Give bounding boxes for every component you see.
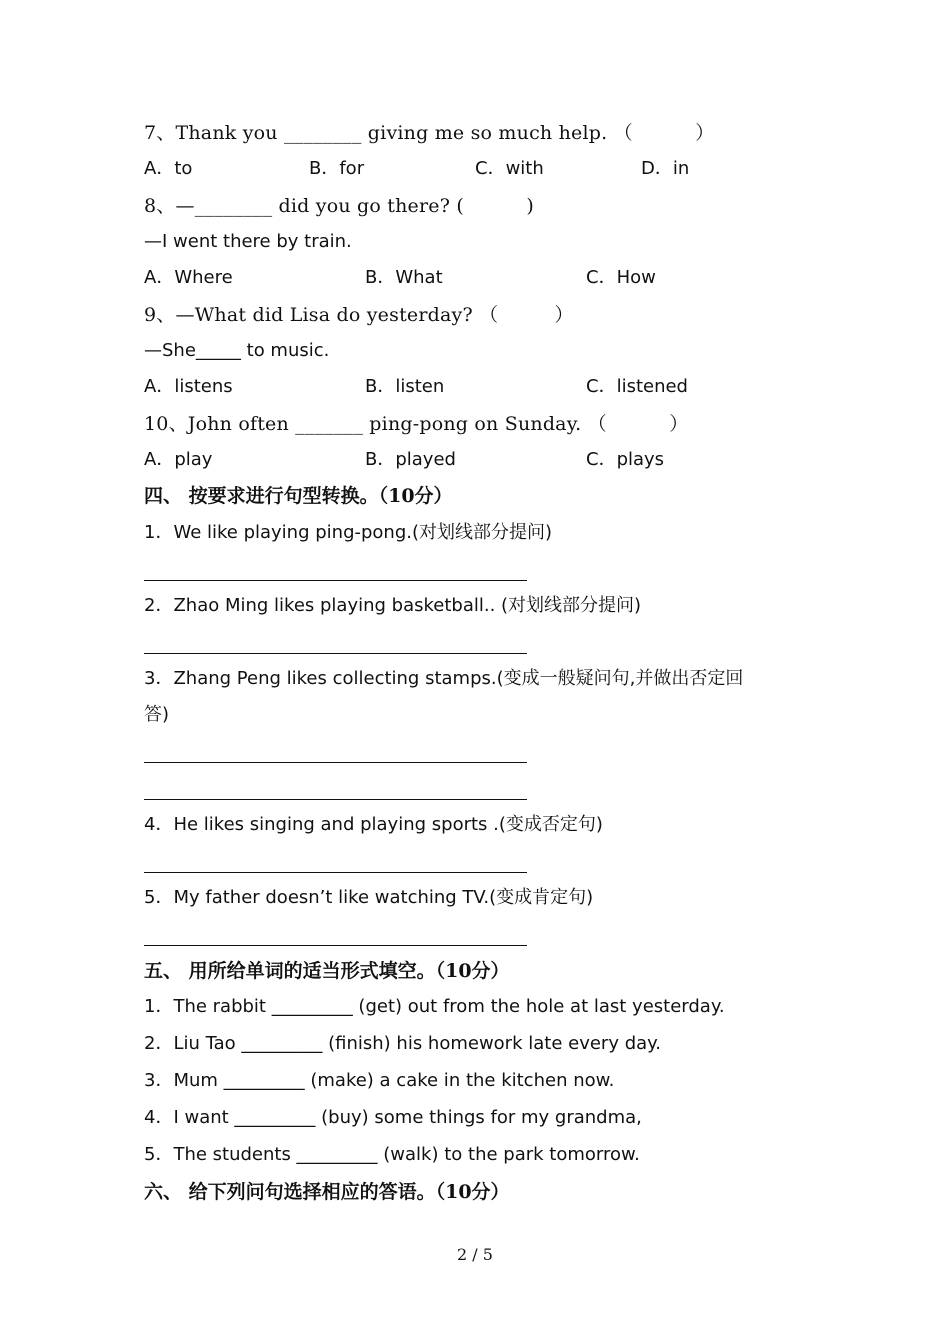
s5-item-4: 4．I want _________ (buy) some things for my grandma,	[144, 1107, 642, 1128]
s4-item-5: 5．My father doesn’t like watching TV.(变成肯定句)	[144, 887, 594, 908]
q9-option-c: C．listened	[586, 376, 688, 397]
q8-option-a: A．Where	[144, 267, 233, 288]
answer-line	[144, 799, 527, 800]
s5-item-3: 3．Mum _________ (make) a cake in the kitchen now.	[144, 1070, 615, 1091]
s4-item-4: 4．He likes singing and playing sports .(变成否定句)	[144, 814, 603, 835]
s4-item-3: 3．Zhang Peng likes collecting stamps.(变成一般疑问句,并做出否定回	[144, 668, 744, 689]
q9-answer-line: —She_____ to music.	[144, 340, 330, 361]
q9-option-b: B．listen	[365, 376, 445, 397]
question-8: 8、—________ did you go there? ( )	[144, 195, 534, 217]
q9-option-a: A．listens	[144, 376, 233, 397]
question-10: 10、John often _______ ping-pong on Sunday. （ ）	[144, 413, 689, 435]
answer-line	[144, 945, 527, 946]
question-7: 7、Thank you ________ giving me so much help. （ ）	[144, 122, 715, 144]
s4-item-1: 1．We like playing ping-pong.(对划线部分提问)	[144, 522, 553, 543]
s4-item-2: 2．Zhao Ming likes playing basketball.. (对划线部分提问)	[144, 595, 642, 616]
s5-item-1: 1．The rabbit _________ (get) out from the hole at last yesterday.	[144, 996, 725, 1017]
answer-line	[144, 762, 527, 763]
answer-line	[144, 872, 527, 873]
q7-option-d: D．in	[641, 158, 690, 179]
q8-option-b: B．What	[365, 267, 443, 288]
answer-line	[144, 653, 527, 654]
q7-option-b: B．for	[309, 158, 365, 179]
q10-option-c: C．plays	[586, 449, 665, 470]
section-6-heading: 六、 给下列问句选择相应的答语。（10分）	[144, 1181, 510, 1203]
q7-option-a: A．to	[144, 158, 193, 179]
page-number: 2 / 5	[457, 1245, 493, 1264]
answer-line	[144, 580, 527, 581]
section-4-heading: 四、 按要求进行句型转换。（10分）	[144, 485, 453, 507]
q10-option-a: A．play	[144, 449, 213, 470]
q10-option-b: B．played	[365, 449, 456, 470]
s5-item-2: 2．Liu Tao _________ (finish) his homework late every day.	[144, 1033, 661, 1054]
s4-item-3-cont: 答)	[144, 704, 170, 725]
question-9: 9、—What did Lisa do yesterday? （ ）	[144, 304, 574, 326]
q8-option-c: C．How	[586, 267, 656, 288]
section-5-heading: 五、 用所给单词的适当形式填空。（10分）	[144, 960, 510, 982]
q7-option-c: C．with	[475, 158, 544, 179]
s5-item-5: 5．The students _________ (walk) to the park tomorrow.	[144, 1144, 640, 1165]
q8-answer-line: —I went there by train.	[144, 231, 352, 252]
